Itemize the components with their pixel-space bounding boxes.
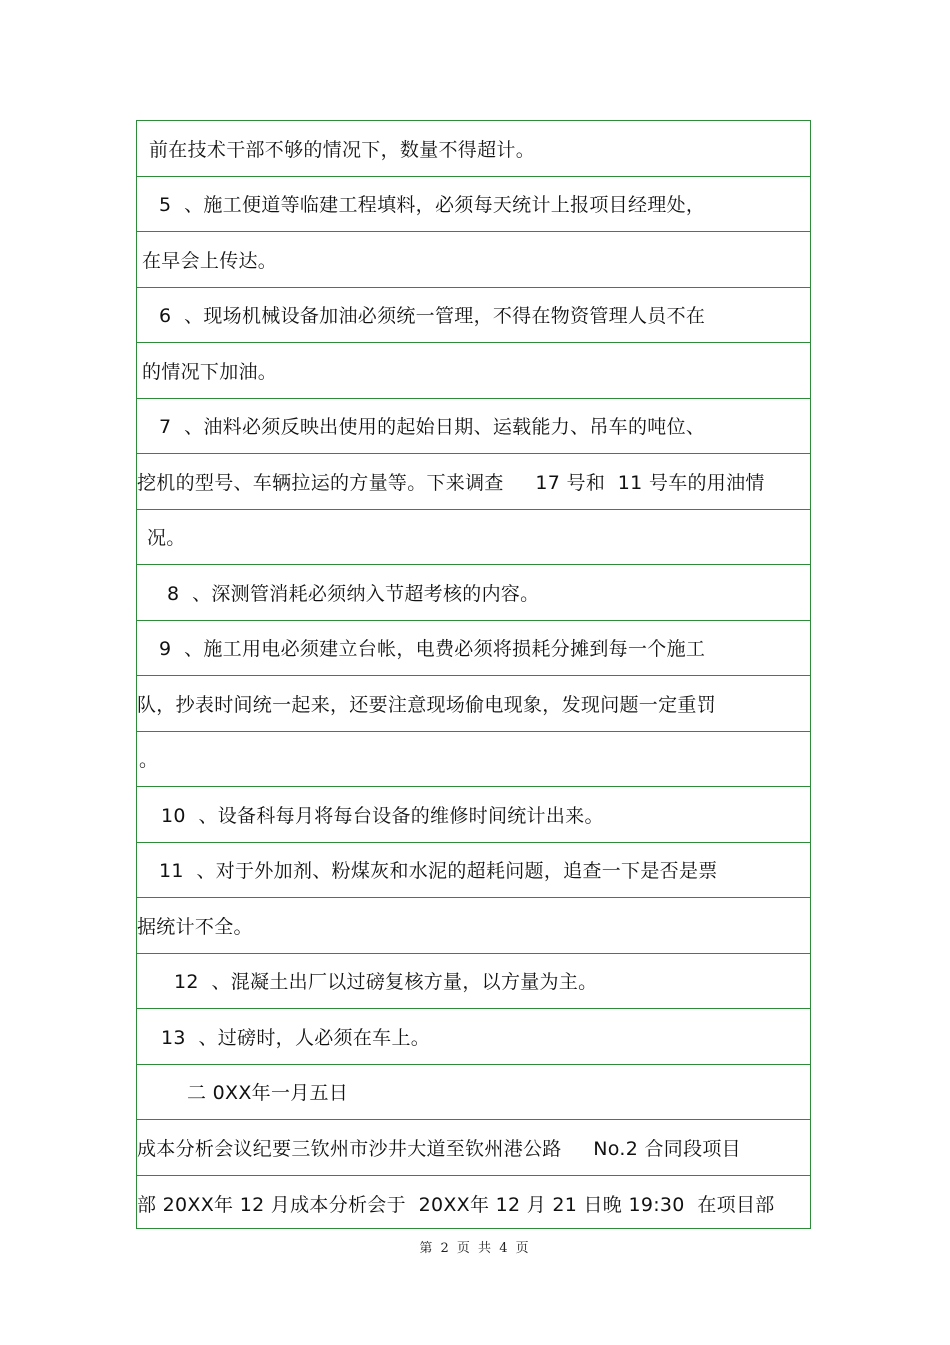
text-line: 8 、深测管消耗必须纳入节超考核的内容。: [167, 582, 540, 605]
text-line: 10 、设备科每月将每台设备的维修时间统计出来。: [161, 804, 604, 827]
text-line: 13 、过磅时，人必须在车上。: [161, 1026, 431, 1049]
text-line: 况。: [147, 527, 186, 550]
text-row: [137, 1065, 810, 1121]
text-line: 成本分析会议纪要三钦州市沙井大道至钦州港公路 No.2 合同段项目: [137, 1137, 741, 1160]
text-line: 7 、油料必须反映出使用的起始日期、运载能力、吊车的吨位、: [159, 416, 706, 439]
text-row: [137, 232, 810, 288]
text-line: 队，抄表时间统一起来，还要注意现场偷电现象，发现问题一定重罚: [137, 693, 717, 716]
text-line: 12 、混凝土出厂以过磅复核方量，以方量为主。: [174, 971, 598, 994]
text-row: [137, 1009, 810, 1065]
text-line: 11 、对于外加剂、粉煤灰和水泥的超耗问题，追查一下是否是票: [159, 860, 718, 883]
text-row: [137, 288, 810, 344]
text-row: [137, 676, 810, 732]
document-frame: [136, 120, 811, 1229]
text-line: 9 、施工用电必须建立台帐，电费必须将损耗分摊到每一个施工: [159, 638, 706, 661]
text-line: 。: [139, 749, 159, 772]
text-line: 据统计不全。: [137, 915, 253, 938]
text-row: [137, 399, 810, 455]
text-row: [137, 177, 810, 233]
text-row: [137, 732, 810, 788]
text-line: 在早会上传达。: [142, 249, 278, 272]
text-row: [137, 1120, 810, 1176]
text-row: [137, 454, 810, 510]
text-line: 前在技术干部不够的情况下，数量不得超计。: [149, 138, 536, 161]
text-row: [137, 898, 810, 954]
text-line: 挖机的型号、车辆拉运的方量等。下来调查 17 号和 11 号车的用油情: [137, 471, 765, 494]
text-row: [137, 565, 810, 621]
text-line: 5 、施工便道等临建工程填料，必须每天统计上报项目经理处，: [159, 194, 706, 217]
date-line: 二 0XX年一月五日: [187, 1082, 349, 1105]
text-row: [137, 1176, 810, 1232]
text-line: 6 、现场机械设备加油必须统一管理，不得在物资管理人员不在: [159, 305, 706, 328]
text-row: [137, 843, 810, 899]
text-row: [137, 621, 810, 677]
text-row: [137, 121, 810, 177]
text-line: 部 20XX年 12 月成本分析会于 20XX年 12 月 21 日晚 19:30 在项目部: [137, 1193, 775, 1216]
page-number-footer: 第 2 页 共 4 页: [419, 1241, 531, 1256]
text-row: [137, 343, 810, 399]
text-row: [137, 510, 810, 566]
text-row: [137, 954, 810, 1010]
text-line: 的情况下加油。: [142, 360, 278, 383]
text-row: [137, 787, 810, 843]
